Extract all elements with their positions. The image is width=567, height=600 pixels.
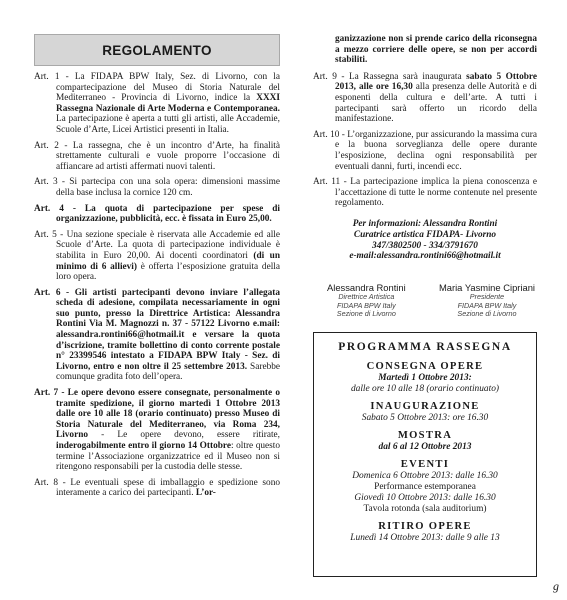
signatures (313, 282, 537, 318)
contact-info (313, 219, 537, 262)
corner-mark: g (553, 579, 559, 593)
program-line: Tavola rotonda (sala auditorium) (363, 504, 487, 515)
signature-section: Sezione di Livorno (336, 308, 396, 318)
article-8-continued: ganizzazione non si prende carico della riconsegna a mezzo corriere delle opere, se non per accordi stabiliti. (335, 34, 537, 66)
info-email: e-mail:alessandra.rontini66@hotmail.it (349, 251, 501, 262)
regolamento-header-box (34, 34, 280, 66)
article-9: Art. 9 - La Rassegna sarà inaugurata sabato 5 Ottobre 2013, alle ore 16,30 alla presenza delle Autorità e di esponenti della cultura e dell’arte. A tutti i partecipanti sarà offerto un ricordo della manifestazione. (313, 71, 537, 125)
article-3: Art. 3 - Si partecipa con una sola opera: dimensioni massime della base inclusa la cornice 120 cm. (34, 177, 280, 198)
article-5: Art. 5 - Una sezione speciale è riservata alle Accademie ed alle Scuole d’Arte. La quota di partecipazione individuale è stabilita in Euro 20,00. Ai docenti coordinatori (di un minimo di 6 allievi) è offerta l’esposizione gratuita della loro opera. (34, 229, 281, 283)
info-line: 347/3802500 - 334/3791670 (372, 240, 478, 251)
program-heading-inaugurazione: INAUGURAZIONE (370, 401, 480, 413)
article-10: Art. 10 - L’organizzazione, pur assicurando la massima cura e la buona sorveglianza delle opere durante l’esposizione, declina ogni responsabilità per eventuali danni, furti, incendi ecc. (313, 129, 537, 172)
article-2: Art. 2 - La rassegna, che è un incontro d’Arte, ha finalità strettamente culturali e vuole proporre l’occasione di affiancare ad artisti affermati nuovi talenti. (34, 140, 280, 172)
article-6: Art. 6 - Gli artisti partecipanti devono inviare l’allegata scheda di adesione, compilata necessariamente in ogni suo punto, presso la Direttrice Artistica: Alessandra Rontini Via M. Magnozzi n. 37 - 57122 Livorno e.mail: alessandra.rontini66@hotmail.it e versare la quota d’iscrizione, tramite bollettino di conto corrente postale n° 23399546 intestato a FIDAPA BPW Italy - Sez. di Livorno, entro e non oltre il 25 settembre 2013. Sarebbe comunque gradita foto dell’opera. (34, 287, 280, 383)
regolamento-title: REGOLAMENTO (102, 42, 212, 58)
program-title: PROGRAMMA RASSEGNA (338, 341, 512, 354)
program-heading-mostra: MOSTRA (397, 430, 453, 442)
program-line: Martedì 1 Ottobre 2013: (378, 373, 472, 384)
left-column (34, 0, 280, 504)
program-heading-eventi: EVENTI (400, 459, 450, 471)
program-line: Sabato 5 Ottobre 2013: ore 16.30 (361, 413, 489, 424)
program-line: dal 6 al 12 Ottobre 2013 (378, 442, 472, 453)
signature-name: Maria Yasmine Cipriani (438, 282, 535, 294)
program-line: Performance estemporanea (374, 482, 476, 493)
program-line: Domenica 6 Ottobre 2013: dalle 16.30 (352, 471, 498, 482)
signature-director (327, 282, 406, 318)
program-line: Giovedì 10 Ottobre 2013: dalle 16.30 (354, 493, 496, 504)
signature-president (439, 282, 535, 318)
signature-section: Sezione di Livorno (457, 308, 517, 318)
signature-name: Alessandra Rontini (327, 282, 406, 294)
right-column (313, 0, 537, 577)
signature-role: Direttrice Artistica (338, 292, 395, 302)
signature-org: FIDAPA BPW Italy (336, 300, 396, 310)
info-line: Curatrice artistica FIDAPA- Livorno (353, 229, 497, 240)
article-11: Art. 11 - La partecipazione implica la piena conoscenza e l’accettazione di tutte le norme contenute nel presente regolamento. (313, 177, 537, 209)
info-line: Per informazioni: Alessandra Rontini (352, 218, 498, 229)
program-line: dalle ore 10 alle 18 (orario continuato) (350, 384, 500, 395)
program-box (313, 332, 537, 577)
article-8: Art. 8 - Le eventuali spese di imballaggio e spedizione sono interamente a carico dei partecipanti. L’or- (34, 477, 280, 499)
program-heading-ritiro: RITIRO OPERE (378, 521, 472, 533)
article-7: Art. 7 - Le opere devono essere consegnate, personalmente o tramite spedizione, il giorno martedì 1 Ottobre 2013 dalle ore 10 alle 18 (orario continuato) presso Museo di Storia Naturale del Mediterraneo, via Roma 234, Livorno - Le opere devono, essere ritirate, inderogabilmente entro il giorno 14 Ottobre: oltre questo termine l’Associazione organizzatrice ed il Museo non si ritengono responsabili per la custodia delle stesse. (34, 388, 280, 473)
signature-org: FIDAPA BPW Italy (457, 300, 517, 310)
article-4: Art. 4 - La quota di partecipazione per spese di organizzazione, pubblicità, ecc. è fissata in Euro 25,00. (34, 203, 280, 225)
program-heading-consegna: CONSEGNA OPERE (366, 361, 484, 373)
program-line: Lunedì 14 Ottobre 2013: dalle 9 alle 13 (350, 533, 500, 544)
signature-role: Presidente (469, 292, 505, 302)
article-1: Art. 1 - La FIDAPA BPW Italy, Sez. di Livorno, con la compartecipazione del Museo di Storia Naturale del Mediterraneo - Provincia di Livorno, indice la XXXI Rassegna Nazionale di Arte Moderna e Contemporanea. La partecipazione è aperta a tutti gli artisti, alle Accademie, Scuole d’Arte, Licei Artistici presenti in Italia. (34, 72, 280, 135)
